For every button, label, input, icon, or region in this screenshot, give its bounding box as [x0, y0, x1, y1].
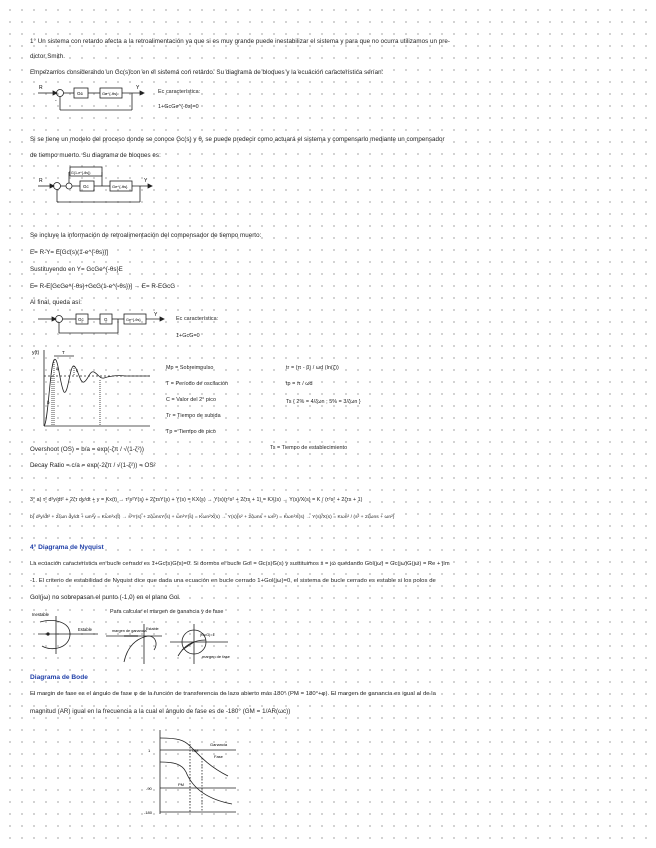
dia1-Y: Y [136, 85, 140, 91]
nyquist-sketch-2 [104, 622, 164, 666]
dia2-Y: Y [144, 178, 148, 184]
block-diagram-delay [36, 80, 148, 118]
graph-c: c [76, 368, 79, 373]
bode-ann-gain: Ganancia [210, 742, 228, 747]
ec-caracteristica-label-2: Ec característica: [176, 316, 219, 322]
nyquist-title: 4° Diagrama de Nyquist [30, 544, 104, 551]
deriv-line-5: Al final, queda así: [30, 299, 82, 306]
dia3-Ge: Ge^{-θs} [126, 318, 141, 322]
margin-note: Para calcular el margen de ganancia y de fase [110, 609, 224, 615]
formula-tr: tr = (π - β) / ωd (ln(ζ)) [286, 365, 339, 371]
order-line-b: b) d²y/dt² + 2ζωn dy/dt + ωn²y = Kωn²x(t) → s²Y(s) + 2ζωnsY(s) + ωn²Y(s) = Kωn²X(s) → Y(s)(s² + 2ζωns + ωn²) = Kωn²X(s) → Y(s)/X(s) = Kωn² / (s² + 2ζωns + ωn²) [30, 515, 395, 520]
decay-ratio-line: Decay Ratio = c/a = exp(-2ζπ / √(1-ζ²)) = OS² [30, 462, 156, 469]
deriv-line-2: E= R-Y= E[Gc(s)(1-e^{-θs})] [30, 249, 109, 256]
graph-b: b [47, 400, 50, 405]
dia2-Gfb: G(1-e^{-θs}) [71, 171, 91, 175]
nyquist-line-1: La ecuación característica en bucle cerrado es 1+Gc(s)G(s)=0. Si dormos el bucle Gol = Gc(s)G(s) y sustituimos s = jω quedando Gol(jω) = Gc(jω)G(jω) = Re + jIm [30, 561, 450, 567]
sk2-label2: Estable [146, 627, 159, 631]
intro-line-2: dictor Smith. [30, 53, 66, 60]
intro-line-3: Empezamos considerando un Gc(s)con en el sistema con retardo. Su diagrama de bloques y la ecuación característica serían: [30, 69, 384, 76]
formula-tp: tp = π / ωd [286, 381, 313, 387]
smith-line-1: Si se tiene un modelo del proceso donde se conoce Gc(s) y θ, se puede predecir como actuará el sistema y compensarlo mediante un compensador [30, 136, 445, 143]
def-2: T = Período de oscilación [166, 381, 229, 387]
graph-a: a [56, 366, 59, 371]
deriv-line-4: E= R-E[GcGe^{-θs}+GcG(1-e^{-θs})] → E= R-EGcG [30, 283, 176, 290]
ec-caracteristica-eq-2: 1+GcG=0 [176, 333, 200, 339]
bode-ann-pm: PM [178, 782, 184, 787]
bode-tick-m90: -90 [146, 786, 152, 791]
smith-line-2: de tiempo muerto. Su diagrama de bloques es: [30, 152, 161, 159]
sk1-right: Estable [78, 627, 92, 632]
overshoot-line: Overshoot (OS) = b/a = exp(-ζπ / √(1-ζ²)) [30, 446, 144, 453]
step-response-graph [30, 346, 156, 430]
dia1-minus: - [55, 98, 57, 104]
bode-diagram [144, 728, 240, 820]
def-1: Mp = Sobreimpulso [166, 365, 214, 371]
dia1-Gc: Gc [77, 91, 83, 96]
sk3-label2: margen de fase [202, 654, 230, 659]
graph-T: T [62, 350, 65, 355]
def-6: Ts = Tiempo de establecimiento [270, 445, 348, 451]
block-diagram-smith [36, 164, 156, 208]
bode-tick-1: 1 [148, 748, 151, 753]
def-4: Tr = Tiempo de subida [166, 413, 221, 419]
bode-line-1: El margin de fase es el ángulo de fase φ de la función de transferencia de lazo abierto más 180° (PM = 180°+φ). El margen de ganancia es igual al de la [30, 691, 436, 697]
deriv-line-1: Se incluye la información de retroalimentación del compensador de tiempo muerto: [30, 232, 262, 239]
order-line-a: 3° a) τ² d²y/dt² + 2ζτ dy/dt + y = Kx(t) → τ²s²Y(s) + 2ζτsY(s) + Y(s) = KX(s) → Y(s)(τ²s² + 2ζτs + 1) = KX(s) → Y(s)/X(s) = K / (τ²s² + 2ζτs + 1) [30, 497, 363, 503]
bode-ann-phase: Fase [214, 754, 223, 759]
def-3: C = Valor del 2° pico [166, 397, 216, 403]
nyquist-sketch-1 [30, 610, 102, 656]
intro-line-1: 1° Un sistema con retardo afecta a la retroalimentación ya que si es muy grande puede inestabilizar el sistema y para que no ocurra utilizamos un pre- [30, 38, 450, 45]
deriv-line-3: Sustituyendo en Y= GcGe^{-θs}E [30, 266, 123, 273]
dia3-Y: Y [154, 312, 158, 318]
dia2-Ge: Ge^{-θs} [112, 184, 128, 189]
sk3-label: |GcG|=1 [200, 632, 215, 637]
dia1-Ge: Ge^{-θs} [102, 91, 118, 96]
bode-title: Diagrama de Bode [30, 674, 88, 681]
dia2-R: R [39, 178, 43, 184]
bode-tick-m180: -180 [144, 810, 153, 815]
ec-caracteristica-eq-1: 1+GcGe^{-θs}=0 [158, 104, 199, 110]
nyquist-line-3: Gol(jω) no sobrepasan el punto (-1,0) en el plano Gol. [30, 594, 181, 601]
formula-ts: Ts { 2% = 4/ζωn ; 5% = 3/ζωn } [286, 399, 361, 405]
graph-y-label: y(t) [32, 350, 40, 356]
dia3-Gc: Gc [78, 317, 84, 322]
nyquist-sketch-3 [168, 622, 234, 666]
sk1-label: Inestable [32, 612, 49, 617]
nyquist-line-2: -1. El criterio de estabilidad de Nyquist dice que dada una ecuación en bucle cerrado 1+Gol(jω)=0, el sistema de bucle cerrado es estable si los polos de [30, 578, 436, 584]
dia3-G: G [104, 317, 108, 322]
bode-line-2: magnitud (AR) igual en la frecuencia a la cual el ángulo de fase es de -180° (GM = 1/AR(ωc)) [30, 708, 291, 715]
dia1-R: R [39, 85, 43, 91]
ec-caracteristica-label-1: Ec característica: [158, 89, 201, 95]
def-5: Tp = Tiempo de pico [166, 429, 216, 435]
block-diagram-final [36, 310, 168, 338]
dia2-Gc: Gc [83, 184, 89, 189]
bode-ann-gm: GM [192, 748, 199, 753]
sk2-label: margen de ganancia [112, 629, 147, 633]
